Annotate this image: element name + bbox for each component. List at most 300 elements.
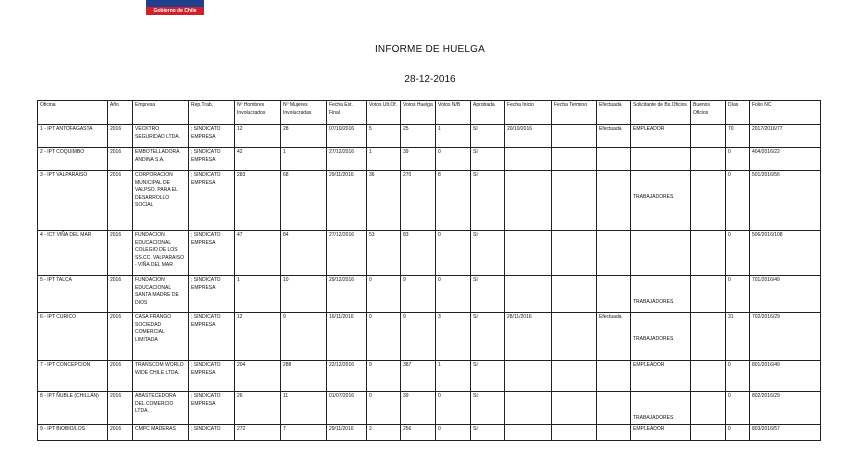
- table-cell: [471, 231, 505, 276]
- cell-text: 20/10/2016: [507, 126, 533, 132]
- column-header: Aprobada: [471, 101, 505, 125]
- column-header: Oficina: [38, 101, 108, 125]
- cell-text: FUNDACION EDUCACIONAL SANTA MADRE DE DIOS: [135, 277, 179, 306]
- table-cell: [691, 276, 726, 313]
- table-row: [38, 313, 821, 361]
- table-cell: [281, 276, 327, 313]
- column-header: Solicitante de Bs.Oficios: [631, 101, 691, 125]
- cell-text: 83: [403, 232, 409, 238]
- cell-text: 2: [369, 425, 372, 432]
- cell-text: 8 - IPT ÑUBLE (CHILLAN): [40, 393, 99, 399]
- cell-text: EMPLEADOR: [633, 362, 665, 368]
- table-cell: [281, 361, 327, 392]
- cell-text: 2016: [110, 277, 122, 283]
- table-cell: [471, 148, 505, 171]
- cell-text: CASA FRANGO SOCIEDAD COMERCIAL LIMITADA: [135, 314, 172, 343]
- cell-text: 84: [283, 232, 289, 238]
- table-cell: [505, 392, 552, 425]
- table-cell: [189, 313, 235, 361]
- table-cell: [38, 392, 108, 425]
- table-cell: [38, 171, 108, 231]
- cell-text: 2016: [110, 314, 122, 320]
- cell-text: 2016: [110, 172, 122, 178]
- table-cell: [726, 276, 750, 313]
- cell-text: Efectuada: [599, 126, 622, 132]
- table-cell: [108, 424, 133, 440]
- cell-text: 701/2016/49: [752, 277, 780, 283]
- table-cell: [327, 231, 367, 276]
- table-cell: [327, 361, 367, 392]
- cell-text: 8: [438, 172, 441, 178]
- table-cell: [597, 424, 631, 440]
- table-cell: [552, 313, 597, 361]
- cell-text: CMPC MADERAS: [135, 425, 176, 432]
- table-cell: [235, 424, 281, 440]
- table-cell: [189, 125, 235, 148]
- cell-text: 803/2016/57: [752, 425, 780, 432]
- table-cell: [597, 125, 631, 148]
- cell-text: SI: [473, 149, 478, 155]
- table-cell: [631, 148, 691, 171]
- table-cell: [108, 276, 133, 313]
- cell-text: ; SINDICATO: [191, 425, 221, 432]
- table-cell: [108, 148, 133, 171]
- table-cell: [726, 148, 750, 171]
- cell-text: 0: [438, 425, 441, 432]
- column-header: Fecha Inicio: [505, 101, 552, 125]
- table-cell: [552, 171, 597, 231]
- cell-text: 12: [237, 126, 243, 132]
- table-cell: [505, 361, 552, 392]
- cell-text: 1 - IPT ANTOFAGASTA: [40, 126, 93, 132]
- cell-text: 501/2016/56: [752, 172, 780, 178]
- table-cell: [281, 231, 327, 276]
- table-row: [38, 392, 821, 425]
- report-title: INFORME DE HUELGA: [374, 44, 486, 55]
- cell-text: FUNDACION EDUCACIONAL COLEGIO DE LOS SS.CC. VALPARAISO - VIÑA DEL MAR: [135, 232, 184, 269]
- table-cell: [38, 361, 108, 392]
- cell-text: 1: [438, 126, 441, 132]
- cell-text: 204: [237, 362, 246, 368]
- cell-text: 0: [728, 172, 731, 178]
- cell-text: 0: [369, 393, 372, 399]
- cell-text: 702/2016/29: [752, 314, 780, 320]
- table-cell: [631, 392, 691, 425]
- cell-text: 39: [403, 393, 409, 399]
- table-cell: [597, 231, 631, 276]
- cell-text: SI: [473, 393, 478, 399]
- cell-text: 10: [283, 277, 289, 283]
- table-cell: [235, 392, 281, 425]
- table-cell: [189, 392, 235, 425]
- table-cell: [189, 361, 235, 392]
- table-cell: [367, 276, 401, 313]
- table-cell: [133, 313, 189, 361]
- cell-text: 2 - IPT COQUIMBO: [40, 149, 85, 155]
- table-cell: [401, 125, 436, 148]
- cell-text: ; SINDICATO EMPRESA: [191, 149, 221, 163]
- table-cell: [750, 148, 821, 171]
- cell-text: 2016: [110, 362, 122, 368]
- cell-text: 2016: [110, 149, 122, 155]
- gobierno-logo: [146, 0, 204, 15]
- table-cell: [750, 171, 821, 231]
- table-cell: [436, 148, 471, 171]
- table-cell: [108, 392, 133, 425]
- cell-text: CORPORACION MUNICIPAL DE VALPSO. PARA EL DESARROLLO SOCIAL: [135, 172, 178, 209]
- cell-text: 12: [237, 314, 243, 320]
- column-header: Folio NC: [750, 101, 821, 125]
- table-cell: [133, 231, 189, 276]
- cell-text: 9 - IPT BIOBIO/LOS: [40, 425, 85, 432]
- table-cell: [471, 313, 505, 361]
- cell-text: 70: [728, 126, 734, 132]
- cell-text: SI: [473, 314, 478, 320]
- table-cell: [401, 361, 436, 392]
- table-cell: [327, 125, 367, 148]
- table-cell: [189, 148, 235, 171]
- table-cell: [367, 148, 401, 171]
- column-header: Rep.Trab.: [189, 101, 235, 125]
- table-cell: [631, 313, 691, 361]
- cell-text: 07/10/2016: [329, 126, 355, 132]
- table-cell: [401, 392, 436, 425]
- table-cell: [235, 313, 281, 361]
- cell-text: SI: [473, 425, 478, 432]
- table-cell: [189, 171, 235, 231]
- cell-text: 0: [369, 277, 372, 283]
- table-cell: [436, 313, 471, 361]
- table-cell: [726, 125, 750, 148]
- column-header: Votos Ult.Of.: [367, 101, 401, 125]
- table-cell: [133, 276, 189, 313]
- table-cell: [552, 361, 597, 392]
- cell-text: 272: [237, 425, 246, 432]
- table-cell: [631, 276, 691, 313]
- table-cell: [726, 313, 750, 361]
- cell-text: 1: [237, 277, 240, 283]
- cell-text: 3 - IPT VALPARAISO: [40, 172, 88, 178]
- table-cell: [367, 125, 401, 148]
- table-cell: [691, 231, 726, 276]
- cell-text: 1: [283, 149, 286, 155]
- table-cell: [471, 171, 505, 231]
- table-cell: [505, 424, 552, 440]
- cell-text: 506/2016/108: [752, 232, 783, 238]
- table-cell: [401, 171, 436, 231]
- table-cell: [436, 231, 471, 276]
- table-cell: [750, 313, 821, 361]
- table-cell: [505, 148, 552, 171]
- table-cell: [436, 125, 471, 148]
- cell-text: ; SINDICATO EMPRESA: [191, 126, 221, 140]
- table-cell: [281, 392, 327, 425]
- table-cell: [505, 171, 552, 231]
- cell-text: ABASTECEDORA DEL COMERCIO LTDA.: [135, 393, 176, 415]
- column-header: Nº Hombres Involucrados: [235, 101, 281, 125]
- cell-text: 3: [438, 314, 441, 320]
- table-cell: [401, 276, 436, 313]
- table-cell: [597, 361, 631, 392]
- table-cell: [552, 424, 597, 440]
- table-cell: [691, 392, 726, 425]
- cell-text: 9: [403, 314, 406, 320]
- cell-text: 39: [403, 149, 409, 155]
- cell-text: 0: [728, 149, 731, 155]
- cell-text: VECKTRO SEGURIDAD LTDA.: [135, 126, 180, 140]
- table-cell: [367, 231, 401, 276]
- cell-text: 802/2016/29: [752, 393, 780, 399]
- cell-text: 270: [403, 172, 412, 178]
- table-cell: [552, 392, 597, 425]
- table-cell: [750, 361, 821, 392]
- cell-text: TRABAJADORES: [633, 415, 674, 421]
- cell-text: SI: [473, 277, 478, 283]
- table-cell: [281, 148, 327, 171]
- cell-text: 404/2016/22: [752, 149, 780, 155]
- table-cell: [631, 125, 691, 148]
- table-cell: [235, 125, 281, 148]
- cell-text: SI: [473, 362, 478, 368]
- table-cell: [750, 125, 821, 148]
- table-cell: [505, 276, 552, 313]
- table-cell: [327, 392, 367, 425]
- table-cell: [750, 231, 821, 276]
- cell-text: 256: [403, 425, 412, 432]
- cell-text: TRANSCOM WORLD WIDE CHILE LTDA.: [135, 362, 184, 376]
- table-row: [38, 424, 821, 440]
- cell-text: 0: [438, 277, 441, 283]
- table-cell: [597, 313, 631, 361]
- cell-text: EMBOTELLADORA ANDINA S.A.: [135, 149, 180, 163]
- table-cell: [235, 276, 281, 313]
- cell-text: ; SINDICATO EMPRESA: [191, 232, 221, 246]
- table-cell: [631, 424, 691, 440]
- table-row: [38, 361, 821, 392]
- cell-text: 0: [438, 149, 441, 155]
- cell-text: 31: [728, 314, 734, 320]
- cell-text: 2016: [110, 393, 122, 399]
- table-cell: [471, 276, 505, 313]
- table-cell: [108, 231, 133, 276]
- table-cell: [401, 231, 436, 276]
- table-cell: [597, 148, 631, 171]
- strike-report-table: [37, 100, 821, 441]
- table-cell: [367, 171, 401, 231]
- table-cell: [281, 424, 327, 440]
- table-cell: [38, 276, 108, 313]
- table-cell: [750, 424, 821, 440]
- cell-text: ; SINDICATO EMPRESA: [191, 277, 221, 291]
- table-cell: [691, 171, 726, 231]
- column-header: Votos Huelga: [401, 101, 436, 125]
- table-cell: [38, 231, 108, 276]
- table-cell: [631, 231, 691, 276]
- column-header: Fecha Est. Final: [327, 101, 367, 125]
- table-cell: [471, 361, 505, 392]
- table-cell: [327, 313, 367, 361]
- cell-text: 0: [728, 425, 731, 432]
- table-cell: [327, 171, 367, 231]
- cell-text: EMPLEADOR: [633, 126, 665, 132]
- table-cell: [691, 125, 726, 148]
- cell-text: 2016: [110, 425, 122, 432]
- table-cell: [552, 148, 597, 171]
- table-cell: [133, 171, 189, 231]
- table-cell: [505, 231, 552, 276]
- table-cell: [505, 125, 552, 148]
- table-cell: [327, 424, 367, 440]
- column-header: Nº Mujeres Involucradas: [281, 101, 327, 125]
- table-cell: [108, 171, 133, 231]
- table-cell: [750, 276, 821, 313]
- table-cell: [281, 171, 327, 231]
- cell-text: 16/11/2016: [329, 314, 354, 320]
- cell-text: 29/11/2016: [329, 425, 354, 432]
- table-cell: [367, 392, 401, 425]
- table-cell: [281, 313, 327, 361]
- cell-text: 11: [283, 393, 289, 399]
- table-cell: [597, 171, 631, 231]
- table-cell: [691, 361, 726, 392]
- cell-text: 1: [438, 362, 441, 368]
- table-cell: [133, 361, 189, 392]
- column-header: Votos N/B: [436, 101, 471, 125]
- table-cell: [401, 148, 436, 171]
- cell-text: SI: [473, 232, 478, 238]
- table-cell: [597, 392, 631, 425]
- cell-text: ; SINDICATO EMPRESA: [191, 362, 221, 376]
- cell-text: 28/11/2016: [507, 314, 532, 320]
- table-cell: [691, 313, 726, 361]
- table-row: [38, 148, 821, 171]
- table-cell: [505, 313, 552, 361]
- table-cell: [235, 148, 281, 171]
- cell-text: 1: [369, 149, 372, 155]
- table-cell: [436, 361, 471, 392]
- cell-text: 0: [728, 232, 731, 238]
- table-row: [38, 276, 821, 313]
- table-cell: [281, 125, 327, 148]
- cell-text: 9: [283, 314, 286, 320]
- cell-text: 288: [283, 362, 292, 368]
- table-cell: [108, 361, 133, 392]
- logo-text: Gobierno de Chile: [153, 8, 197, 14]
- cell-text: 0: [728, 362, 731, 368]
- cell-text: 2016: [110, 126, 122, 132]
- cell-text: 29/12/2016: [329, 277, 355, 283]
- cell-text: 47: [237, 232, 243, 238]
- table-cell: [367, 361, 401, 392]
- cell-text: 5 - IPT TALCA: [40, 277, 72, 283]
- cell-text: 42: [237, 149, 243, 155]
- table-cell: [133, 125, 189, 148]
- table-cell: [436, 276, 471, 313]
- table-cell: [189, 231, 235, 276]
- table-cell: [401, 424, 436, 440]
- table-cell: [552, 276, 597, 313]
- cell-text: TRABAJADORES: [633, 299, 674, 305]
- cell-text: ; SINDICATO EMPRESA: [191, 314, 221, 328]
- table-cell: [691, 148, 726, 171]
- cell-text: 4 - ICT VIÑA DEL MAR: [40, 232, 92, 238]
- table-row: [38, 171, 821, 231]
- table-cell: [108, 125, 133, 148]
- table-cell: [235, 361, 281, 392]
- cell-text: 28: [283, 126, 289, 132]
- table-cell: [235, 231, 281, 276]
- table-cell: [691, 424, 726, 440]
- table-cell: [436, 171, 471, 231]
- table-cell: [133, 148, 189, 171]
- table-cell: [750, 392, 821, 425]
- table-cell: [108, 313, 133, 361]
- cell-text: 27/12/2016: [329, 232, 355, 238]
- cell-text: 22/12/2016: [329, 362, 355, 368]
- cell-text: 283: [237, 172, 246, 178]
- cell-text: TRABAJADORES: [633, 336, 674, 342]
- column-header: Fecha Termino: [552, 101, 597, 125]
- table-cell: [597, 276, 631, 313]
- table-cell: [38, 313, 108, 361]
- table-cell: [327, 148, 367, 171]
- table-cell: [471, 424, 505, 440]
- table-cell: [38, 424, 108, 440]
- table-cell: [401, 313, 436, 361]
- table-cell: [436, 424, 471, 440]
- table-header-row: [38, 101, 821, 125]
- cell-text: 801/2016/49: [752, 362, 780, 368]
- cell-text: 9: [403, 277, 406, 283]
- table-cell: [726, 361, 750, 392]
- cell-text: ; SINDICATO EMPRESA: [191, 172, 221, 186]
- table-cell: [38, 148, 108, 171]
- column-header: Año: [108, 101, 133, 125]
- table-cell: [38, 125, 108, 148]
- cell-text: 7: [283, 425, 286, 432]
- table-cell: [367, 313, 401, 361]
- cell-text: TRABAJADORES: [633, 194, 674, 200]
- cell-text: 29/11/2016: [329, 172, 354, 178]
- cell-text: 0: [728, 277, 731, 283]
- table-cell: [367, 424, 401, 440]
- table-cell: [471, 125, 505, 148]
- cell-text: 387: [403, 362, 412, 368]
- table-cell: [327, 276, 367, 313]
- cell-text: 53: [369, 232, 375, 238]
- cell-text: SI: [473, 126, 478, 132]
- cell-text: ; SINDICATO EMPRESA: [191, 393, 221, 407]
- cell-text: 26: [237, 393, 243, 399]
- table-cell: [631, 361, 691, 392]
- cell-text: 7 - IPT CONCEPCION: [40, 362, 91, 368]
- table-cell: [133, 424, 189, 440]
- table-cell: [726, 231, 750, 276]
- cell-text: 9: [369, 362, 372, 368]
- cell-text: 0: [438, 393, 441, 399]
- column-header: Buenos Oficios: [691, 101, 726, 125]
- cell-text: 01/07/2016: [329, 393, 355, 399]
- cell-text: Efectuada: [599, 314, 622, 320]
- cell-text: 2016: [110, 232, 122, 238]
- column-header: Empresa: [133, 101, 189, 125]
- cell-text: 2017/2016/77: [752, 126, 783, 132]
- cell-text: EMPLEADOR: [633, 425, 665, 432]
- cell-text: 6 - IPT CURICO: [40, 314, 77, 320]
- table-cell: [726, 171, 750, 231]
- cell-text: 0: [728, 393, 731, 399]
- cell-text: 0: [438, 232, 441, 238]
